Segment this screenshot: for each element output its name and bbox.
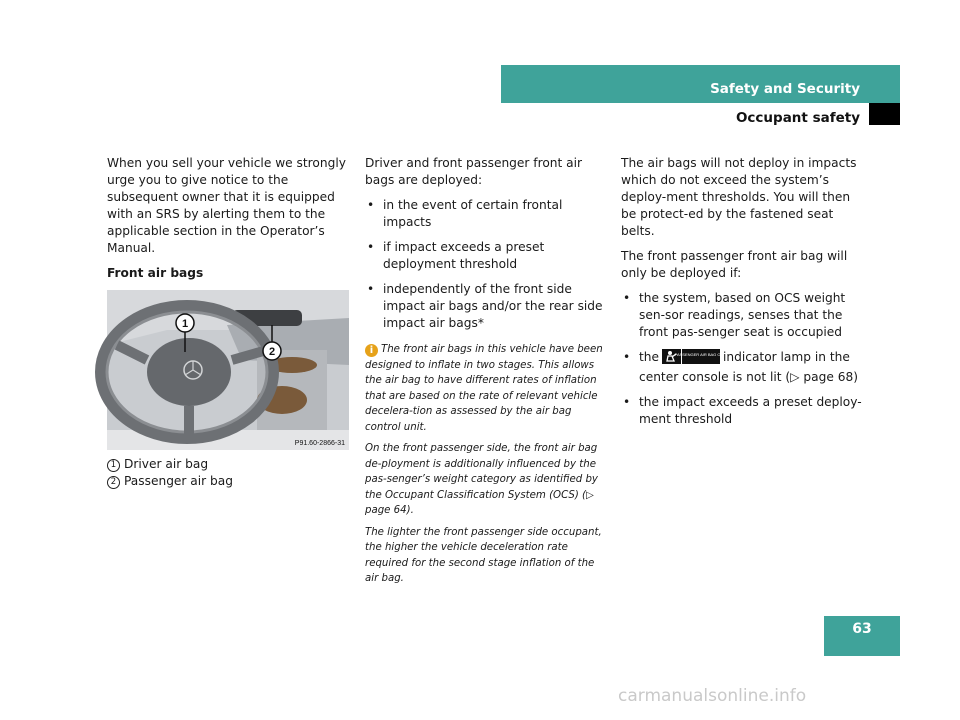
passenger-deploy-intro: The front passenger front air bag will only be deployed if: <box>621 249 848 280</box>
legend-number: 1 <box>107 459 120 472</box>
watermark: carmanualsonline.info <box>618 686 807 706</box>
list-item: • the system, based on OCS weight sen-sor readings, senses that the front pas-senger seat is occupied <box>621 290 866 341</box>
passenger-conditions-list <box>621 290 866 428</box>
deploy-list <box>365 197 610 332</box>
subsection-title: Occupant safety <box>735 110 860 126</box>
list-item: • the impact exceeds a preset deploy-ment threshold <box>621 394 866 428</box>
figure-legend <box>107 456 352 490</box>
figure-code: P91.60-2866-31 <box>294 440 345 447</box>
section-heading: Front air bags <box>107 266 204 280</box>
column-2 <box>365 155 610 593</box>
info-icon: i <box>365 344 378 357</box>
intro-text: When you sell your vehicle we strongly urge you to give notice to the subsequent owner that it is equipped with an SRS by alerting them to the applicable section in the Operator’s Manual. <box>107 156 346 255</box>
note-paragraph: The lighter the front passenger side occupant, the higher the vehicle deceleration rate required for the second stage inflation of the air bag. <box>365 526 602 584</box>
legend-label: Passenger air bag <box>124 474 233 488</box>
list-item: • in the event of certain frontal impacts <box>365 197 610 231</box>
legend-item <box>107 456 352 473</box>
legend-number: 2 <box>107 476 120 489</box>
lamp-label: PASSENGER AIR BAG OFF <box>674 352 726 357</box>
section-title: Safety and Security <box>710 81 860 97</box>
info-note <box>365 342 610 587</box>
header-marker <box>869 103 900 125</box>
threshold-text: The air bags will not deploy in impacts which do not exceed the system’s deploy-ment thresholds. You will then be protect-ed by the fastened seat belts. <box>621 156 857 238</box>
list-item <box>621 349 866 386</box>
column-3 <box>621 155 866 436</box>
list-item: • if impact exceeds a preset deployment threshold <box>365 239 610 273</box>
page-number: 63 <box>852 621 872 637</box>
column-1 <box>107 155 352 490</box>
callout-1: 1 <box>181 318 189 330</box>
list-item-text: the <box>639 350 660 364</box>
callout-2: 2 <box>268 346 276 358</box>
note-paragraph: On the front passenger side, the front air bag de-ployment is additionally influenced by the pas-senger’s weight category as identified by the Occupant Classification System (OCS) (▷ page 64). <box>365 443 598 516</box>
note-paragraph: The front air bags in this vehicle have been designed to inflate in two stages. This allows the air bag to have different rates of inflation that are based on the rate of relevant vehicle decelera-tion as assessed by the air bag control unit. <box>365 344 603 433</box>
airbag-off-lamp-icon <box>662 349 726 369</box>
list-item: • independently of the front side impact air bags and/or the rear side impact air bags* <box>365 281 610 332</box>
deploy-intro: Driver and front passenger front air bags are deployed: <box>365 156 583 187</box>
legend-label: Driver air bag <box>124 457 209 471</box>
list-item-text: indicator lamp in the center console is not lit (▷ page 68) <box>639 350 858 384</box>
legend-item <box>107 473 352 490</box>
airbag-figure <box>107 290 349 450</box>
